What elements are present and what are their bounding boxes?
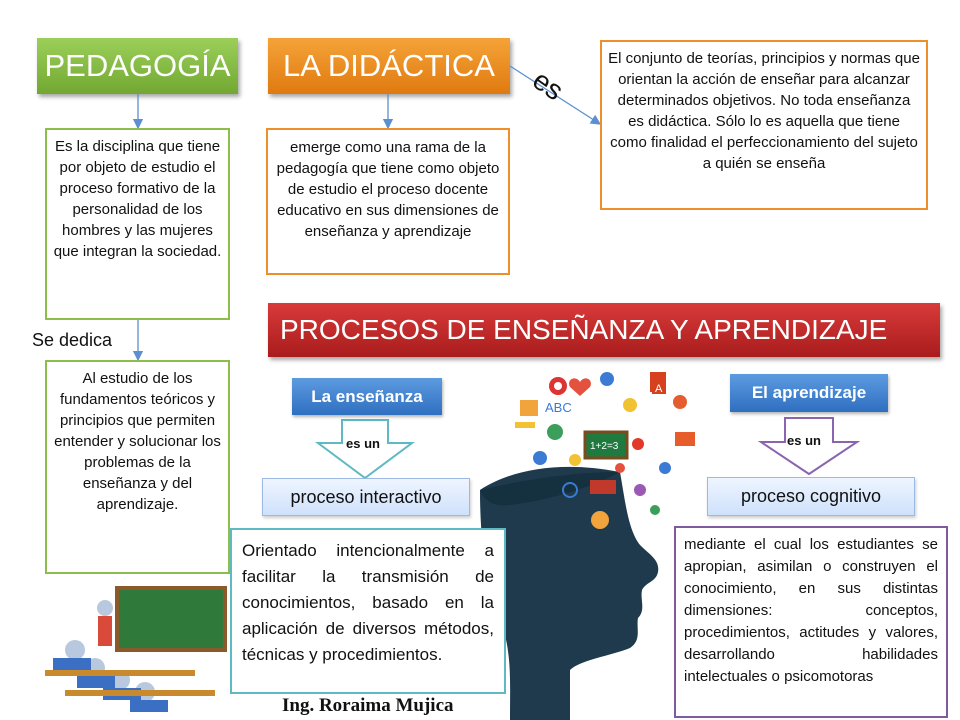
ensenanza-description-text: Orientado intencionalmente a facilitar la transmisión de conocimientos, basado en la aplicación de diversos métodos, técnicas y procedimientos. — [242, 541, 494, 664]
es-un-left-label: es un — [346, 436, 380, 451]
aprendizaje-description-card — [674, 526, 948, 718]
se-dedica-label: Se dedica — [32, 330, 113, 350]
owl-icon — [615, 463, 625, 473]
bulb-icon — [659, 462, 671, 474]
didactica-es-text: El conjunto de teorías, principios y normas que orientan la acción de enseñar para alcanzar determinados objetivos. No toda enseñanza es didáctica. Sólo lo es aquella que tiene como finalidad el perfeccionamiento del sujeto a quién se enseña — [608, 50, 920, 172]
camera-icon — [675, 432, 695, 446]
didactica-definition-card — [266, 128, 510, 275]
aprendizaje-button: El aprendizaje — [730, 374, 888, 412]
rocket-icon — [673, 395, 687, 409]
didactica-definition-text: emerge como una rama de la pedagogía que tiene como objeto de estudio el proceso docente educativo en sus dimensiones de enseñanza y aprendizaje — [276, 139, 500, 240]
svg-text:A: A — [655, 383, 663, 395]
pedagogia-definition-text: Es la disciplina que tiene por objeto de estudio el proceso formativo de la personalidad de los hombres y las mujeres que integran la sociedad. — [53, 138, 222, 260]
pedagogia-dedica-card — [45, 360, 230, 574]
pedagogia-dedica-text: Al estudio de los fundamentos teóricos y principios que permiten entender y solucionar los problemas de la enseñanza y del aprendizaje. — [54, 370, 221, 513]
procesos-title: PROCESOS DE ENSEÑANZA Y APRENDIZAJE — [268, 303, 940, 357]
didactica-es-card — [600, 40, 928, 210]
chalkboard-icon — [117, 588, 225, 650]
apple-icon — [632, 438, 644, 450]
flask-icon — [623, 398, 637, 412]
es-connector-label: es — [527, 64, 570, 107]
classroom-illustration — [35, 580, 235, 720]
ensenanza-button: La enseñanza — [292, 378, 442, 415]
globe-icon — [547, 424, 563, 440]
dna-icon — [634, 484, 646, 496]
es-un-right-label: es un — [787, 433, 821, 448]
pedagogia-title: PEDAGOGÍA — [37, 38, 238, 94]
ensenanza-description-card — [230, 528, 506, 694]
proceso-interactivo-pill: proceso interactivo — [262, 478, 470, 516]
proceso-cognitivo-pill: proceso cognitivo — [707, 477, 915, 516]
pie-chart-icon — [591, 511, 609, 529]
calendar-icon — [520, 400, 538, 416]
svg-text:1+2=3: 1+2=3 — [590, 441, 619, 452]
gear-icon — [533, 451, 547, 465]
blue-circle-icon — [600, 372, 614, 386]
aprendizaje-description-text: mediante el cual los estudiantes se apropian, asimilan o construyen el conocimiento, en sus distintas dimensiones: conceptos, procedimientos, actitudes y valores, desarrollando habilidades intelectuales o psicomotoras — [684, 536, 938, 685]
ruler-icon — [515, 422, 535, 428]
books-icon — [590, 480, 616, 494]
didactica-title: LA DIDÁCTICA — [268, 38, 510, 94]
trophy-icon — [569, 454, 581, 466]
teacher-icon — [97, 600, 113, 616]
abc-icon: ABC — [545, 400, 572, 415]
author-label: Ing. Roraima Mujica — [282, 695, 454, 716]
plant-icon — [650, 505, 660, 515]
heart-icon — [569, 378, 591, 396]
pedagogia-definition-card — [45, 128, 230, 320]
